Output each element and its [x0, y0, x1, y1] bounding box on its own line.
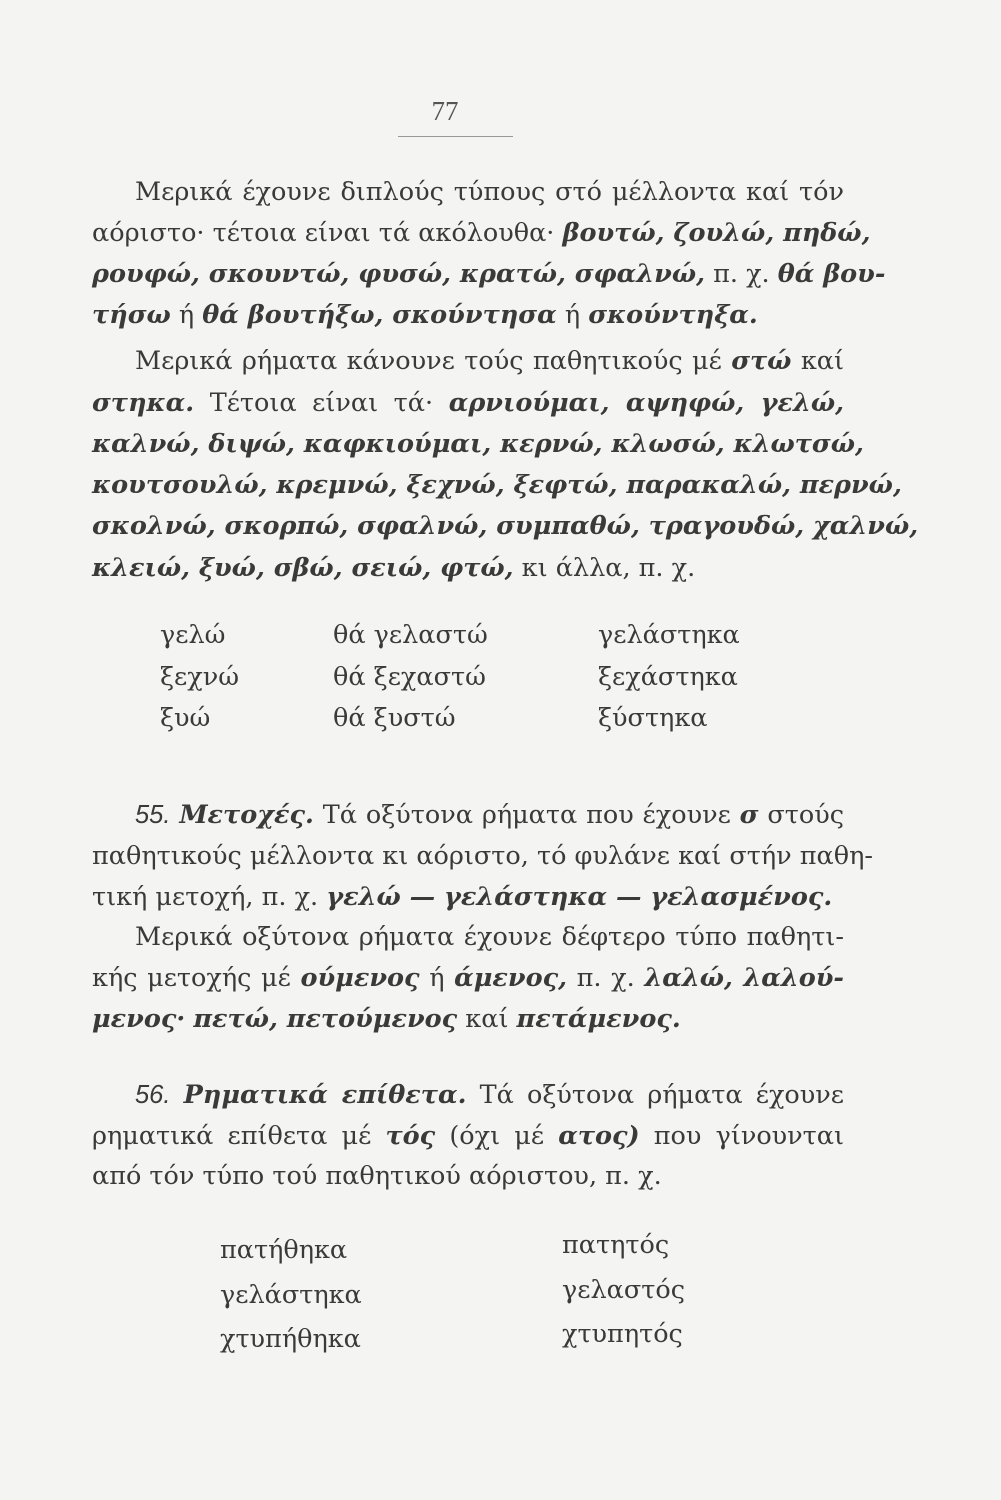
text: από τόν τύπο τού παθητικού αόριστου, π. χ.: [92, 1161, 662, 1191]
italic-text: λαλώ, λαλού-: [644, 963, 844, 993]
italic-text: πετάμενος.: [516, 1004, 681, 1034]
italic-text: μενος·: [92, 1004, 186, 1034]
paragraph1-line4: [92, 300, 844, 330]
page-number: 77: [431, 96, 459, 126]
section-number: 56.: [135, 1081, 171, 1109]
text: στούς: [767, 800, 845, 830]
table2-row3-col2: χτυπητός: [562, 1319, 683, 1349]
section56-line1: [135, 1080, 844, 1110]
text: καί: [465, 1004, 509, 1034]
table1-row3-col3: ξύστηκα: [598, 703, 708, 733]
table1-row2-col1: ξεχνώ: [160, 662, 240, 692]
table2-row1-col2: πατητός: [562, 1230, 670, 1260]
table2-row1-col1: πατήθηκα: [220, 1235, 348, 1265]
table2-row2-col2: γελαστός: [562, 1275, 685, 1305]
text: Τέτοια είναι τά·: [209, 388, 434, 418]
text: ρηματικά επίθετα μέ: [92, 1121, 372, 1151]
text: Μερικά οξύτονα ρήματα έχουνε δέφτερο τύπο παθητι-: [135, 922, 844, 952]
text: που γίνουνται: [653, 1121, 844, 1151]
text: ή: [178, 300, 195, 330]
text: π. χ.: [713, 259, 770, 289]
text: κι άλλα, π. χ.: [521, 553, 696, 583]
paragraph1-line2: [92, 218, 871, 248]
italic-text: στώ: [731, 346, 792, 376]
section55-line1: [135, 800, 845, 830]
text: ή: [564, 300, 581, 330]
table1-row3-col2: θά ξυστώ: [333, 703, 456, 733]
table2-row2-col1: γελάστηκα: [220, 1280, 362, 1310]
section55-line3: [92, 882, 844, 912]
text: Τά οξύτονα ρήματα που έχουνε: [322, 800, 731, 830]
italic-text: σκούντηξα.: [588, 300, 758, 330]
italic-text: κουτσουλώ, κρεμνώ, ξεχνώ, ξεφτώ, παρακαλώ, περνώ,: [92, 470, 902, 500]
italic-text: ρουφώ, σκουντώ, φυσώ, κρατώ, σφαλνώ,: [92, 259, 705, 289]
paragraph2-line5: [92, 511, 919, 541]
section55-line5: [92, 963, 844, 993]
paragraph2-line3: [92, 429, 864, 459]
text: (όχι μέ: [449, 1121, 545, 1151]
italic-text: τήσω: [92, 300, 171, 330]
section-number: 55.: [135, 801, 171, 829]
section56-line2: [92, 1121, 844, 1151]
section56-line3: [92, 1161, 844, 1191]
italic-text: σκολνώ, σκορπώ, σφαλνώ, συμπαθώ, τραγουδώ, χαλνώ,: [92, 511, 919, 541]
italic-text: βουτώ, ζουλώ, πηδώ,: [562, 218, 871, 248]
italic-text: τός: [385, 1121, 436, 1151]
paragraph2-line4: [92, 470, 902, 500]
paragraph2-line2: [92, 388, 844, 418]
italic-text: στηκα.: [92, 388, 195, 418]
italic-text: σ: [739, 800, 759, 830]
text: τική μετοχή, π. χ.: [92, 882, 319, 912]
table1-row2-col3: ξεχάστηκα: [598, 662, 738, 692]
text: καί: [800, 346, 844, 376]
paragraph1-line1: [135, 177, 844, 207]
italic-text: θά βου-: [777, 259, 886, 289]
text: π. χ.: [576, 963, 635, 993]
text: κής μετοχής μέ: [92, 963, 291, 993]
table2-row3-col1: χτυπήθηκα: [220, 1324, 361, 1354]
italic-text: αρνιούμαι, αψηφώ, γελώ,: [448, 388, 844, 418]
italic-text: γελώ — γελάστηκα — γελασμένος.: [326, 882, 833, 912]
text: Μερικά έχουνε διπλούς τύπους στό μέλλοντα καί τόν: [135, 177, 844, 207]
paragraph2-line6: [92, 553, 844, 583]
table1-row1-col2: θά γελαστώ: [333, 620, 488, 650]
section55-line4: [135, 922, 844, 952]
italic-text: άμενος,: [454, 963, 568, 993]
section55-line6: [92, 1004, 844, 1034]
section-title: Ρηματικά επίθετα.: [183, 1080, 467, 1110]
text: ή: [429, 963, 445, 993]
text: παθητικούς μέλλοντα κι αόριστο, τό φυλάνε καί στήν παθη-: [92, 841, 873, 871]
italic-text: θά βουτήξω, σκούντησα: [202, 300, 557, 330]
paragraph2-line1: [135, 346, 844, 376]
text: Μερικά ρήματα κάνουνε τούς παθητικούς μέ: [135, 346, 722, 376]
italic-text: ατος): [558, 1121, 640, 1151]
table1-row3-col1: ξυώ: [160, 703, 211, 733]
table1-row2-col2: θά ξεχαστώ: [333, 662, 486, 692]
page-number-rule: [398, 136, 513, 137]
text: Τά οξύτονα ρήματα έχουνε: [479, 1080, 844, 1110]
italic-text: καλνώ, διψώ, καφκιούμαι, κερνώ, κλωσώ, κλωτσώ,: [92, 429, 864, 459]
italic-text: ούμενος: [300, 963, 420, 993]
table1-row1-col3: γελάστηκα: [598, 620, 740, 650]
section-title: Μετοχές.: [179, 800, 314, 830]
italic-text: κλειώ, ξυώ, σβώ, σειώ, φτώ,: [92, 553, 514, 583]
section55-line2: [92, 841, 873, 871]
text: αόριστο· τέτοια είναι τά ακόλουθα·: [92, 218, 555, 248]
table1-row1-col1: γελώ: [160, 620, 226, 650]
italic-text: πετώ, πετούμενος: [193, 1004, 458, 1034]
paragraph1-line3: [92, 259, 886, 289]
